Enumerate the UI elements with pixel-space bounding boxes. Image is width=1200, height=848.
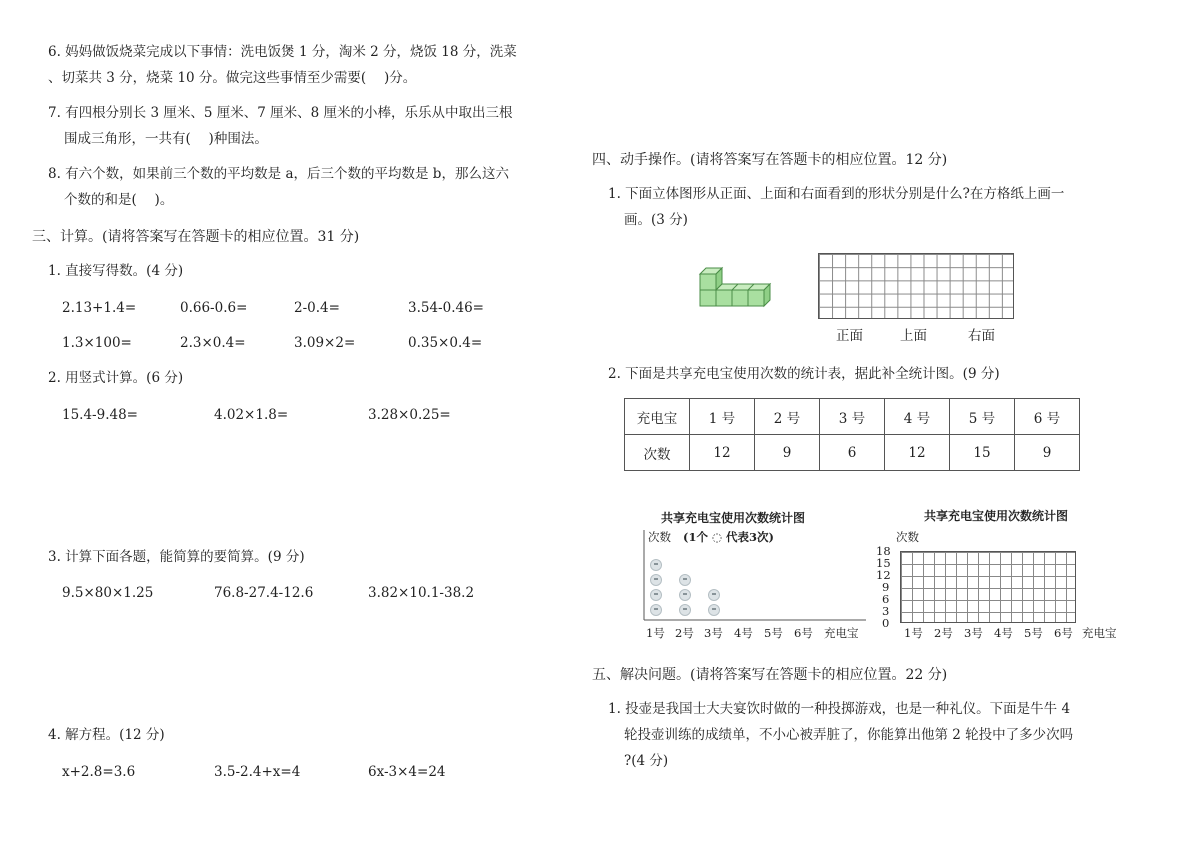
calc-1-title: 1. 直接写得数。(4 分) [48, 263, 184, 279]
pictograph-icon [650, 589, 662, 601]
barchart-x-label: 5号 [1024, 626, 1043, 640]
table-cell: 充电宝 [625, 399, 690, 435]
draw-1-line2: 画。(3 分) [624, 212, 688, 228]
table-cell: 4 号 [885, 399, 950, 435]
barchart-y-tick: 0 [882, 616, 890, 630]
table-cell: 9 [755, 435, 820, 471]
pictograph-icon [679, 604, 691, 616]
barchart-x-label: 2号 [934, 626, 953, 640]
calc-1-item: 2-0.4= [294, 300, 340, 316]
pictograph-ylabel: 次数 [648, 530, 671, 544]
table-cell: 9 [1015, 435, 1080, 471]
table-cell: 6 [820, 435, 885, 471]
calc-1-item: 0.35×0.4= [408, 335, 483, 351]
pictograph-x-label: 3号 [704, 626, 723, 640]
barchart-x-label: 1号 [904, 626, 923, 640]
pictograph-x-label: 4号 [734, 626, 753, 640]
calc-4-title: 4. 解方程。(12 分) [48, 727, 165, 743]
view-label-top: 上面 [900, 328, 927, 344]
table-cell: 1 号 [690, 399, 755, 435]
pictograph-title: 共享充电宝使用次数统计图 [661, 511, 806, 525]
section-3-heading: 三、计算。(请将答案写在答题卡的相应位置。31 分) [32, 229, 360, 245]
calc-3-item: 9.5×80×1.25 [62, 585, 154, 601]
cube-figure [698, 266, 774, 310]
pictograph-icon [650, 574, 662, 586]
table-cell: 15 [950, 435, 1015, 471]
q6-line2: 、切菜共 3 分，烧菜 10 分。做完这些事情至少需要( )分。 [48, 70, 417, 86]
barchart-y-tick: 6 [882, 592, 890, 606]
pictograph-icon [708, 589, 720, 601]
table-cell: 5 号 [950, 399, 1015, 435]
calc-3-item: 3.82×10.1-38.2 [368, 585, 475, 601]
calc-1-item: 2.3×0.4= [180, 335, 246, 351]
section-5-heading: 五、解决问题。(请将答案写在答题卡的相应位置。22 分) [592, 667, 948, 683]
barchart-x-label: 3号 [964, 626, 983, 640]
pictograph-icon [679, 589, 691, 601]
calc-3-item: 76.8-27.4-12.6 [214, 585, 314, 601]
calc-2-title: 2. 用竖式计算。(6 分) [48, 370, 184, 386]
calc-1-item: 3.54-0.46= [408, 300, 484, 316]
table-cell: 12 [885, 435, 950, 471]
barchart-x-unit: 充电宝 [1082, 626, 1117, 640]
q7-line1: 7. 有四根分别长 3 厘米、5 厘米、7 厘米、8 厘米的小棒，乐乐从中取出三根 [48, 105, 513, 121]
pictograph-x-label: 2号 [675, 626, 694, 640]
problem-1-line3: ?(4 分) [624, 753, 669, 769]
q7-line2: 围成三角形，一共有( )种围法。 [64, 131, 268, 147]
calc-1-item: 0.66-0.6= [180, 300, 248, 316]
stat-table [624, 398, 1080, 471]
q8-line2: 个数的和是( )。 [64, 192, 174, 208]
equation-item: 6x-3×4=24 [368, 764, 446, 780]
calc-1-item: 2.13+1.4= [62, 300, 137, 316]
table-cell: 12 [690, 435, 755, 471]
calc-1-item: 3.09×2= [294, 335, 356, 351]
q6-line1: 6. 妈妈做饭烧菜完成以下事情：洗电饭煲 1 分，淘米 2 分，烧饭 18 分，洗菜 [48, 44, 517, 60]
calc-2-item: 15.4-9.48= [62, 407, 138, 423]
equation-item: 3.5-2.4+x=4 [214, 764, 301, 780]
calc-2-item: 4.02×1.8= [214, 407, 289, 423]
pictograph-x-label: 1号 [646, 626, 665, 640]
pictograph-x-label: 6号 [794, 626, 813, 640]
problem-1-line1: 1. 投壶是我国士大夫宴饮时做的一种投掷游戏，也是一种礼仪。下面是牛牛 4 [608, 701, 1071, 717]
table-cell: 3 号 [820, 399, 885, 435]
barchart-grid [900, 551, 1076, 623]
q8-line1: 8. 有六个数，如果前三个数的平均数是 a，后三个数的平均数是 b，那么这六 [48, 166, 509, 182]
pictograph-icon [650, 604, 662, 616]
barchart-x-label: 6号 [1054, 626, 1073, 640]
view-label-front: 正面 [836, 328, 863, 344]
draw-2-title: 2. 下面是共享充电宝使用次数的统计表，据此补全统计图。(9 分) [608, 366, 1000, 382]
barchart-y-tick: 3 [882, 604, 890, 618]
drawing-grid [818, 253, 1014, 319]
table-cell: 6 号 [1015, 399, 1080, 435]
barchart-y-tick: 18 [876, 544, 891, 558]
pictograph-icon [679, 574, 691, 586]
barchart-title: 共享充电宝使用次数统计图 [924, 509, 1069, 523]
barchart-y-tick: 15 [876, 556, 891, 570]
section-4-heading: 四、动手操作。(请将答案写在答题卡的相应位置。12 分) [592, 152, 948, 168]
barchart-y-tick: 9 [882, 580, 890, 594]
draw-1-line1: 1. 下面立体图形从正面、上面和右面看到的形状分别是什么?在方格纸上画一 [608, 186, 1065, 202]
view-label-right: 右面 [968, 328, 995, 344]
barchart-x-label: 4号 [994, 626, 1013, 640]
problem-1-line2: 轮投壶训练的成绩单，不小心被弄脏了，你能算出他第 2 轮投中了多少次吗 [624, 727, 1074, 743]
table-cell: 2 号 [755, 399, 820, 435]
pictograph-x-label: 5号 [764, 626, 783, 640]
calc-2-item: 3.28×0.25= [368, 407, 451, 423]
pictograph-icon [708, 604, 720, 616]
barchart-y-tick: 12 [876, 568, 891, 582]
calc-3-title: 3. 计算下面各题，能简算的要简算。(9 分) [48, 549, 305, 565]
table-cell: 次数 [625, 435, 690, 471]
barchart-ylabel: 次数 [896, 530, 919, 544]
pictograph-legend: (1个 ◌ 代表3次) [683, 530, 774, 544]
pictograph-icon [650, 559, 662, 571]
pictograph-x-unit: 充电宝 [824, 626, 859, 640]
equation-item: x+2.8=3.6 [62, 764, 136, 780]
calc-1-item: 1.3×100= [62, 335, 132, 351]
